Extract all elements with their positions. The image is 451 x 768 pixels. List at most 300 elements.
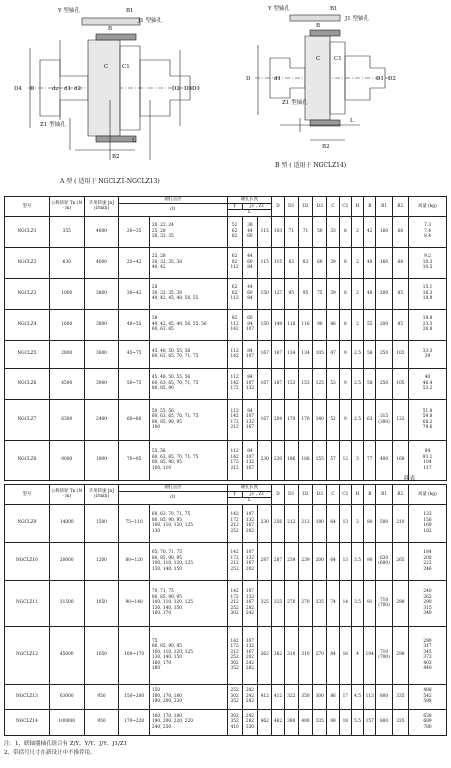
cell-l: 412	[258, 684, 272, 709]
cell-b1: 160	[376, 216, 392, 247]
notes	[4, 740, 127, 758]
th-torque: 公称转矩 Tn (N · m)	[49, 197, 84, 217]
cell-r: 40~55	[119, 309, 150, 340]
cell-m: NGCLZ8	[5, 440, 50, 480]
cell-b: 42	[364, 216, 376, 247]
cell-d2: 170	[298, 399, 312, 440]
cell-y: 112 142 172	[227, 368, 242, 399]
cell-b2: 265	[392, 542, 408, 580]
cell-h: 3	[351, 440, 363, 480]
cell-b1: 630 (600)	[376, 542, 392, 580]
cell-m: NGCLZ12	[5, 626, 50, 684]
cell-d3: 50	[313, 216, 327, 247]
cell-d1: 170	[284, 399, 298, 440]
table-1-body	[5, 216, 447, 480]
cell-m: NGCLZ13	[5, 684, 50, 709]
cell-m: NGCLZ5	[5, 340, 50, 368]
th-d1: D1	[284, 197, 298, 217]
cell-h: 2	[351, 278, 363, 309]
cell-d3: 335	[313, 709, 327, 735]
cell-h: 2.5	[351, 340, 363, 368]
cell-b1: 315 (300)	[376, 399, 392, 440]
cell-b: 55	[364, 309, 376, 340]
th-d1-sub: d1	[119, 203, 227, 216]
cell-y: 62 82 112	[227, 247, 242, 278]
table-row	[5, 504, 447, 542]
cell-n: 1500	[84, 504, 119, 542]
cell-d1: 270	[284, 580, 298, 626]
cell-c1: 8	[339, 247, 351, 278]
cell-d3: 270	[313, 626, 327, 684]
table-row	[5, 709, 447, 735]
cell-c1: 14	[339, 580, 351, 626]
cell-dz: 160, 170, 180 190, 200, 220, 220 240, 250	[149, 709, 227, 735]
cell-b1: 500	[376, 504, 392, 542]
label-d1-a: d1	[64, 86, 72, 92]
cell-m: NGCLZ11	[5, 580, 50, 626]
cell-c: 84	[327, 626, 339, 684]
cell-l: 287	[258, 542, 272, 580]
cell-h: 4.5	[351, 684, 363, 709]
cell-d1: 71	[284, 216, 298, 247]
cell-h: 4	[351, 626, 363, 684]
cell-dz: 38 40, 42, 45, 48, 50, 55, 56 60, 63, 65	[149, 309, 227, 340]
th-bore-dia: 轴孔直径	[119, 197, 227, 204]
table-2-body	[5, 504, 447, 735]
cell-kg: 638 689 780	[409, 709, 447, 735]
th-model: 型号	[5, 197, 50, 217]
cell-l: 462	[258, 709, 272, 735]
cell-y: 112 142 172 212	[227, 440, 242, 480]
cell-h: 5.5	[351, 709, 363, 735]
cell-c1: 9	[339, 399, 351, 440]
cell-d: 204	[272, 399, 284, 440]
label-d-b: D	[246, 76, 251, 82]
label-c-a: C	[104, 64, 109, 70]
cell-y: 62 82 112	[227, 278, 242, 309]
cell-d3: 140	[313, 399, 327, 440]
cell-j: 44 60 84	[242, 247, 257, 278]
cell-n: 1050	[84, 580, 119, 626]
th2-d1-sub: d1	[119, 491, 227, 504]
cell-h: 3.5	[351, 542, 363, 580]
cell-dz: 70, 71, 75 80, 85, 90, 95 100, 110, 120, 125 130, 140, 150 160, 170	[149, 580, 227, 626]
cell-y: 52 62 82	[227, 216, 242, 247]
cell-tn: 9000	[49, 440, 84, 480]
cell-b1: 200	[376, 309, 392, 340]
cell-n: 3000	[84, 368, 119, 399]
cell-m: NGCLZ10	[5, 542, 50, 580]
cell-l: 150	[258, 278, 272, 309]
cell-n: 3800	[84, 278, 119, 309]
cell-r: 70~95	[119, 440, 150, 480]
cell-b2: 132	[392, 399, 408, 440]
cell-c: 74	[327, 580, 339, 626]
label-d2-a: d2	[74, 86, 82, 92]
cell-j: 84 107 132	[242, 368, 257, 399]
cell-r: 90~140	[119, 580, 150, 626]
cell-y: 252 302 352	[227, 684, 242, 709]
cell-d3: 75	[313, 278, 327, 309]
th2-c: C	[327, 485, 339, 505]
cell-b1: 250	[376, 368, 392, 399]
cell-j: 202 242 282	[242, 684, 257, 709]
cell-dz: 75 80, 85, 90, 95 100, 110, 120, 125 130, 140, 150 160, 170 180	[149, 626, 227, 684]
cell-j: 84 107 132 167	[242, 440, 257, 480]
cell-m: NGCLZ4	[5, 309, 50, 340]
th-b2: B2	[392, 197, 408, 217]
cell-tn: 2800	[49, 340, 84, 368]
cell-m: NGCLZ14	[5, 709, 50, 735]
cell-b2: 68	[392, 216, 408, 247]
cell-c: 53	[327, 368, 339, 399]
cell-d2: 116	[298, 309, 312, 340]
cell-h: 3.5	[351, 580, 363, 626]
cell-l: 230	[258, 504, 272, 542]
cell-r: 30~42	[119, 278, 150, 309]
table-row	[5, 278, 447, 309]
cell-d1: 212	[284, 504, 298, 542]
cell-d: 103	[272, 216, 284, 247]
table-row	[5, 216, 447, 247]
cell-dz: 45, 48, 50, 55, 56 60, 63, 65, 70, 71, 75 80, 85, 90	[149, 368, 227, 399]
note-1: 注：1、联轴器轴孔组合有 Z/Y、Y/Y、J/Y、J1/Z1	[4, 741, 128, 747]
cell-c1: 13	[339, 504, 351, 542]
cell-c: 86	[327, 684, 339, 709]
cell-kg: 7.3 7.4 8.4	[409, 216, 447, 247]
table-row	[5, 440, 447, 480]
label-d1b-b: D1	[376, 76, 384, 82]
cell-m: NGCLZ1	[5, 216, 50, 247]
cell-n: 3800	[84, 309, 119, 340]
cell-b1: 200	[376, 278, 392, 309]
table-row	[5, 626, 447, 684]
cell-m: NGCLZ9	[5, 504, 50, 542]
cell-l: 325	[258, 580, 272, 626]
cell-d1: 239	[284, 542, 298, 580]
caption-type-a: A 型 ( 适用于 NGCLZ1-NGCLZ13)	[60, 178, 160, 185]
cell-y: 112 142 172 212	[227, 399, 242, 440]
label-z-bore-a: Z1 型轴孔	[40, 122, 66, 128]
cell-d1: 116	[284, 309, 298, 340]
cell-r: 25~42	[119, 247, 150, 278]
th2-model: 型号	[5, 485, 50, 505]
label-j-bore-a: J1 型轴孔	[138, 18, 162, 24]
cell-h: 2.5	[351, 399, 363, 440]
cell-d2: 400	[298, 709, 312, 735]
cell-dz: 65, 70, 71, 75 80, 85, 90, 95 100, 110, 120, 125 130, 140, 150	[149, 542, 227, 580]
cell-c1: 13	[339, 542, 351, 580]
continued-label: 续表	[404, 476, 416, 482]
cell-d: 127	[272, 278, 284, 309]
cell-d: 362	[272, 626, 284, 684]
cell-kg: 133 156 169 182	[409, 504, 447, 542]
cell-d2: 134	[298, 340, 312, 368]
cell-b: 90	[364, 542, 376, 580]
coupling-drawings	[0, 0, 451, 190]
cell-j: 44 60 84	[242, 278, 257, 309]
cell-j: 107 132 167 202	[242, 504, 257, 542]
table-row	[5, 399, 447, 440]
cell-d: 287	[272, 542, 284, 580]
cell-n: 1900	[84, 440, 119, 480]
cell-n: 4000	[84, 247, 119, 278]
th-b1: B1	[376, 197, 392, 217]
cell-r: 50~75	[119, 368, 150, 399]
cell-b2: 298	[392, 580, 408, 626]
cell-h: 3	[351, 504, 363, 542]
th-d2: D2	[298, 197, 312, 217]
cell-d1: 322	[284, 684, 298, 709]
label-d-a: D	[30, 86, 35, 92]
cell-b: 113	[364, 684, 376, 709]
cell-dz: 45, 48, 50, 55, 56 60, 63, 65, 70, 71, 75	[149, 340, 227, 368]
cell-kg: 184 200 222 246	[409, 542, 447, 580]
cell-c1: 9	[339, 368, 351, 399]
table-row	[5, 542, 447, 580]
cell-c1: 18	[339, 709, 351, 735]
th-bore-len: 轴孔长度	[227, 197, 272, 204]
cell-b2: 168	[392, 440, 408, 480]
cell-j: 107 132 167 202 242 282	[242, 626, 257, 684]
cell-n: 3000	[84, 340, 119, 368]
th2-jz: J1 , Z1	[242, 491, 272, 498]
th-c: C	[327, 197, 339, 217]
table-row	[5, 247, 447, 278]
cell-d3: 155	[313, 440, 327, 480]
table-row	[5, 684, 447, 709]
cell-b: 48	[364, 247, 376, 278]
th-l: L	[227, 210, 272, 217]
cell-d2: 350	[298, 684, 312, 709]
cell-tn: 14000	[49, 504, 84, 542]
cell-b: 157	[364, 709, 376, 735]
cell-c: 98	[327, 709, 339, 735]
th2-d2: D2	[298, 485, 312, 505]
cell-b2: 335	[392, 709, 408, 735]
cell-dz: 150 160, 170, 180 190, 200, 220	[149, 684, 227, 709]
cell-d3: 300	[313, 684, 327, 709]
cell-j: 242 282 330	[242, 709, 257, 735]
cell-d2: 186	[298, 440, 312, 480]
cell-d1: 134	[284, 340, 298, 368]
cell-d1: 380	[284, 709, 298, 735]
th2-b2: B2	[392, 485, 408, 505]
cell-tn: 630	[49, 247, 84, 278]
cell-r: 20~35	[119, 216, 150, 247]
cell-d: 412	[272, 684, 284, 709]
cell-c1: 17	[339, 684, 351, 709]
cell-l: 150	[258, 309, 272, 340]
cell-kg: 33.3 39	[409, 340, 447, 368]
label-l-b: L	[350, 118, 354, 124]
th2-b: B	[364, 485, 376, 505]
cell-dz: 50, 55, 56 60, 63, 65, 70, 71, 75 80, 85, 90, 95 100	[149, 399, 227, 440]
th2-c1: C1	[339, 485, 351, 505]
cell-d3: 60	[313, 247, 327, 278]
cell-kg: 15.1 16.3 18.9	[409, 278, 447, 309]
cell-y: 142 172 212 252	[227, 504, 242, 542]
cell-n: 1050	[84, 626, 119, 684]
cell-d3: 235	[313, 580, 327, 626]
label-dz-a: dz	[52, 86, 59, 92]
cell-r: 100~170	[119, 626, 150, 684]
cell-d3: 105	[313, 340, 327, 368]
cell-d: 167	[272, 340, 284, 368]
cell-c: 52	[327, 399, 339, 440]
label-b1-b: B1	[330, 6, 338, 12]
cell-tn: 6300	[49, 399, 84, 440]
cell-y: 142 172 212 252	[227, 542, 242, 580]
table-row	[5, 340, 447, 368]
table-row	[5, 368, 447, 399]
cell-h: 2	[351, 309, 363, 340]
cell-r: 80~120	[119, 542, 150, 580]
cell-d2: 153	[298, 368, 312, 399]
label-y-bore-a: Y 型轴孔	[58, 8, 80, 14]
cell-r: 170~220	[119, 709, 150, 735]
cell-l: 167	[258, 399, 272, 440]
cell-dz: 55, 56 60, 63, 65, 70, 71, 75 80, 85, 90, 95 100, 110	[149, 440, 227, 480]
cell-j: 84 107	[242, 340, 257, 368]
cell-tn: 100000	[49, 709, 84, 735]
th2-speed: 许用转速 [n] (r/min)	[84, 485, 119, 505]
note-2: 2、带括号尺寸在新设计中不推荐用。	[4, 750, 96, 756]
cell-dz: 28 30, 32, 35, 38 40, 42, 45, 48, 50, 55	[149, 278, 227, 309]
cell-y: 142 172 212 252 302 352	[227, 626, 242, 684]
cell-j: 107 132 167 202 242	[242, 580, 257, 626]
cell-b1: 710 (700)	[376, 580, 392, 626]
cell-d2: 270	[298, 580, 312, 626]
cell-d: 256	[272, 504, 284, 542]
cell-tn: 1600	[49, 309, 84, 340]
table-row	[5, 580, 447, 626]
cell-d1: 153	[284, 368, 298, 399]
cell-j: 84 107 132 167	[242, 399, 257, 440]
cell-tn: 45000	[49, 626, 84, 684]
cell-kg: 240 262 290 315 349	[409, 580, 447, 626]
cell-b: 63	[364, 399, 376, 440]
cell-d1: 95	[284, 278, 298, 309]
cell-c1: 12	[339, 440, 351, 480]
cell-j: 60 84 107	[242, 309, 257, 340]
cell-b1: 800	[376, 709, 392, 735]
cell-tn: 63000	[49, 684, 84, 709]
cell-m: NGCLZ2	[5, 247, 50, 278]
th2-d1: D1	[284, 485, 298, 505]
label-z-bore-b: Z1 型轴孔	[282, 100, 308, 106]
cell-d: 149	[272, 309, 284, 340]
cell-y: 112 142	[227, 340, 242, 368]
cell-m: NGCLZ6	[5, 368, 50, 399]
th-d3: D3	[313, 197, 327, 217]
cell-b2: 68	[392, 247, 408, 278]
th-mass: 质量 (kg)	[409, 197, 447, 217]
cell-n: 4000	[84, 216, 119, 247]
label-d1b-a: D1	[192, 86, 200, 92]
cell-tn: 1000	[49, 278, 84, 309]
cell-d2: 310	[298, 626, 312, 684]
caption-type-b: B 型 ( 适用于 NGCLZ14)	[275, 162, 347, 169]
label-l-a: L	[132, 138, 136, 144]
th2-bore-dia: 轴孔直径	[119, 485, 227, 492]
cell-b: 104	[364, 626, 376, 684]
th2-y: Y	[227, 491, 242, 498]
label-d1-b: d1	[274, 76, 282, 82]
cell-b: 48	[364, 278, 376, 309]
label-b-b: B	[316, 23, 321, 29]
cell-d: 230	[272, 440, 284, 480]
cell-c1: 8	[339, 216, 351, 247]
cell-dz: 25, 28 30, 32, 35, 38 40, 42	[149, 247, 227, 278]
label-d2-b: D2	[388, 76, 396, 82]
cell-n: 950	[84, 684, 119, 709]
label-b2-a: B2	[112, 154, 120, 160]
cell-h: 2	[351, 247, 363, 278]
cell-b: 77	[364, 440, 376, 480]
cell-j: 107 132 167 202	[242, 542, 257, 580]
cell-d3: 180	[313, 504, 327, 542]
cell-n: 2400	[84, 399, 119, 440]
cell-b2: 335	[392, 684, 408, 709]
cell-n: 1200	[84, 542, 119, 580]
label-b-a: B	[108, 26, 113, 32]
th2-l: L	[227, 498, 272, 505]
cell-d: 462	[272, 709, 284, 735]
cell-c1: 9	[339, 340, 351, 368]
cell-l: 362	[258, 626, 272, 684]
cell-d1: 83	[284, 247, 298, 278]
cell-l: 167	[258, 368, 272, 399]
th2-mass: 质量 (kg)	[409, 485, 447, 505]
cell-b2: 85	[392, 309, 408, 340]
th-y: Y	[227, 203, 242, 210]
table-row	[5, 309, 447, 340]
cell-b2: 298	[392, 626, 408, 684]
cell-tn: 31500	[49, 580, 84, 626]
cell-c: 46	[327, 309, 339, 340]
cell-d2: 83	[298, 247, 312, 278]
cell-kg: 19.8 23.3 26.8	[409, 309, 447, 340]
th2-bore-len: 轴孔长度	[227, 485, 272, 492]
cell-c: 39	[327, 247, 339, 278]
th2-d: D	[272, 485, 284, 505]
cell-b1: 250	[376, 340, 392, 368]
coupling-table-2	[4, 484, 447, 736]
cell-b1: 800	[376, 684, 392, 709]
cell-d: 187	[272, 368, 284, 399]
th-d: D	[272, 197, 284, 217]
cell-c1: 8	[339, 309, 351, 340]
cell-kg: 40 46.4 53.2	[409, 368, 447, 399]
cell-j: 38 44 60	[242, 216, 257, 247]
cell-b2: 105	[392, 368, 408, 399]
coupling-table-1	[4, 196, 447, 481]
cell-d: 115	[272, 247, 284, 278]
cell-kg: 84 93.1 104 117	[409, 440, 447, 480]
th-c1: C1	[339, 197, 351, 217]
label-b1-a: B1	[126, 8, 134, 14]
cell-c: 64	[327, 504, 339, 542]
cell-h: 2	[351, 216, 363, 247]
cell-d3: 200	[313, 542, 327, 580]
cell-c: 64	[327, 542, 339, 580]
cell-kg: 9.2 10.3 10.5	[409, 247, 447, 278]
cell-c: 47	[327, 340, 339, 368]
cell-d1: 186	[284, 440, 298, 480]
cell-l: 230	[258, 440, 272, 480]
cell-d2: 239	[298, 542, 312, 580]
